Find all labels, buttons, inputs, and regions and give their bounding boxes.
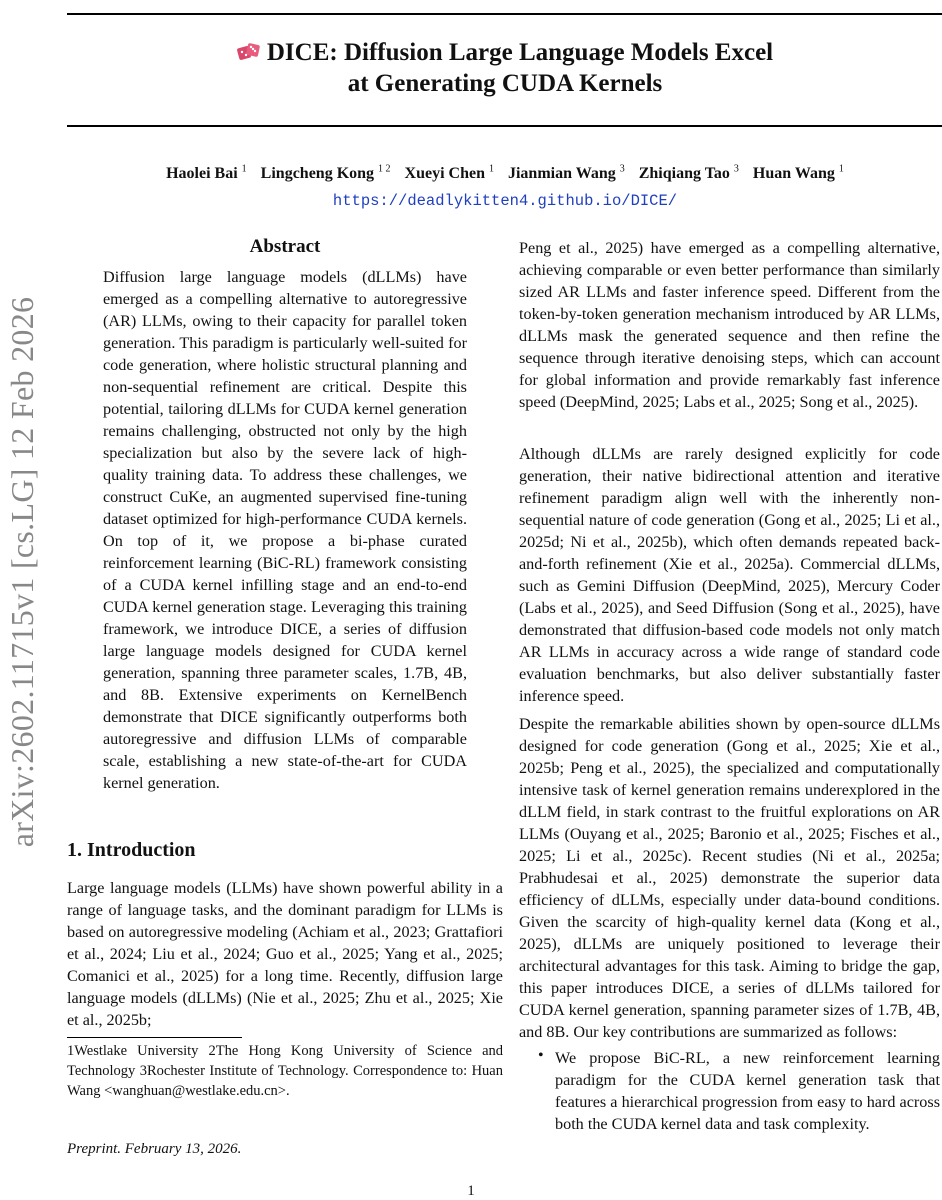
right-paragraph-2: Although dLLMs are rarely designed explicitly for code generation, their native bidirectional attention and iterative refinement paradigm align well with the inherently non-sequential nature of code generation (Gong et al., 2025; Li et al., 2025d; Ni et al., 2025b), which often demands repeated back-and-forth refinement (Xie et al., 2025a). Commercial dLLMs, such as Gemini Diffusion (DeepMind, 2025), Mercury Coder (Labs et al., 2025), and Seed Diffusion (Song et al., 2025), have demonstrated that diffusion-based code models not only match AR LLMs in accuracy across a wide range of standard code evaluation benchmarks, but also deliver substantially faster inference speed. xyxy=(519,445,940,705)
abstract-text: Diffusion large language models (dLLMs) have emerged as a compelling alternative to autoregressive (AR) LLMs, owing to their capacity for parallel token generation. This paradigm is particularly well-suited for code generation, where holistic structural planning and non-sequential refinement are critical. Despite this potential, tailoring dLLMs for CUDA kernel generation remains challenging, obstructed not only by the high specialization but also by the severe lack of high-quality training data. To address these challenges, we construct CuKe, an augmented supervised fine-tuning dataset optimized for high-performance CUDA kernels. On top of it, we propose a bi-phase curated reinforcement learning (BiC-RL) framework consisting of a CUDA kernel infilling stage and an end-to-end CUDA kernel generation stage. Leveraging this training framework, we introduce DICE, a series of diffusion large language models designed for CUDA kernel generation, spanning three parameter scales, 1.7B, 4B, and 8B. Extensive experiments on KernelBench demonstrate that DICE significantly outperforms both autoregressive and diffusion LLMs of comparable scale, establishing a new state-of-the-art for CUDA kernel generation. xyxy=(103,268,467,792)
title-line-2: at Generating CUDA Kernels xyxy=(347,70,663,97)
section-heading-introduction: 1. Introduction xyxy=(67,839,196,861)
author: Xueyi Chen $^1$ xyxy=(404,164,494,183)
author-list xyxy=(67,164,942,183)
page-number: 1 xyxy=(467,1183,475,1199)
top-rule xyxy=(67,13,942,15)
author: Huan Wang $^1$ xyxy=(752,164,844,183)
abstract-heading: Abstract xyxy=(249,236,321,257)
arxiv-stamp: arXiv:2602.11715v1 [cs.LG] 12 Feb 2026 xyxy=(4,296,40,848)
affiliation-footnote: 1Westlake University 2The Hong Kong University of Science and Technology 3Rochester Institute of Technology. Correspondence to: Huan Wang <wanghuan@westlake.edu.cn>. xyxy=(67,1043,503,1099)
dice-icon xyxy=(237,40,261,62)
preprint-date: Preprint. February 13, 2026. xyxy=(67,1141,242,1157)
right-paragraph-1: Peng et al., 2025) have emerged as a compelling alternative, achieving comparable or even better performance than similarly sized AR LLMs and faster inference speed. Different from the token-by-token generation mechanism introduced by AR LLMs, dLLMs mask the generated sequence and then refine the sequence through iterative denoising steps, which can account for global information and provide remarkably fast inference speed (DeepMind, 2025; Labs et al., 2025; Song et al., 2025). xyxy=(519,239,940,411)
bullet-icon: • xyxy=(538,1047,544,1064)
intro-paragraph-1: Large language models (LLMs) have shown powerful ability in a range of language tasks, and the dominant paradigm for LLMs is based on autoregressive modeling (Achiam et al., 2023; Grattafiori et al., 2024; Liu et al., 2024; Guo et al., 2025; Yang et al., 2025; Comanici et al., 2025) for a long time. Recently, diffusion large language models (dLLMs) (Nie et al., 2025; Zhu et al., 2025; Xie et al., 2025b; xyxy=(67,879,503,1029)
footnote-rule xyxy=(67,1037,242,1038)
paper-title xyxy=(67,37,942,99)
author: Zhiqiang Tao $^3$ xyxy=(638,164,739,183)
project-url-link[interactable]: https://deadlykitten4.github.io/DICE/ xyxy=(332,192,678,210)
title-rule-bottom xyxy=(67,125,942,127)
right-paragraph-3: Despite the remarkable abilities shown by open-source dLLMs designed for code generation (Gong et al., 2025; Xie et al., 2025b; Peng et al., 2025), the specialized and computationally intensive task of kernel generation remains underexplored in the dLLM field, in stark contrast to the fruitful explorations on AR LLMs (Ouyang et al., 2025; Baronio et al., 2025; Fisches et al., 2025; Li et al., 2025c). Recent studies (Ni et al., 2025a; Prabhudesai et al., 2025) demonstrate the superior data efficiency of dLLMs, especially under data-bound conditions. Given the scarcity of high-quality kernel data (Kong et al., 2025), dLLMs are uniquely positioned to leverage their architectural advantages for this task. Aiming to bridge the gap, this paper introduces DICE, a series of dLLMs tailored for CUDA kernel generation, spanning parameter sizes of 1.7B, 4B, and 8B. Our key contributions are summarized as follows: xyxy=(519,715,940,1041)
contribution-bullet-1: We propose BiC-RL, a new reinforcement learning paradigm for the CUDA kernel generation task that features a hierarchical progression from easy to hard across both the CUDA kernel data and task complexity. xyxy=(555,1049,940,1133)
author: Haolei Bai $^1$ xyxy=(166,164,247,183)
author: Lingcheng Kong $^{1 2}$ xyxy=(260,164,391,183)
author: Jianmian Wang $^3$ xyxy=(507,164,625,183)
title-line-1: DICE: Diffusion Large Language Models Excel xyxy=(266,39,774,66)
